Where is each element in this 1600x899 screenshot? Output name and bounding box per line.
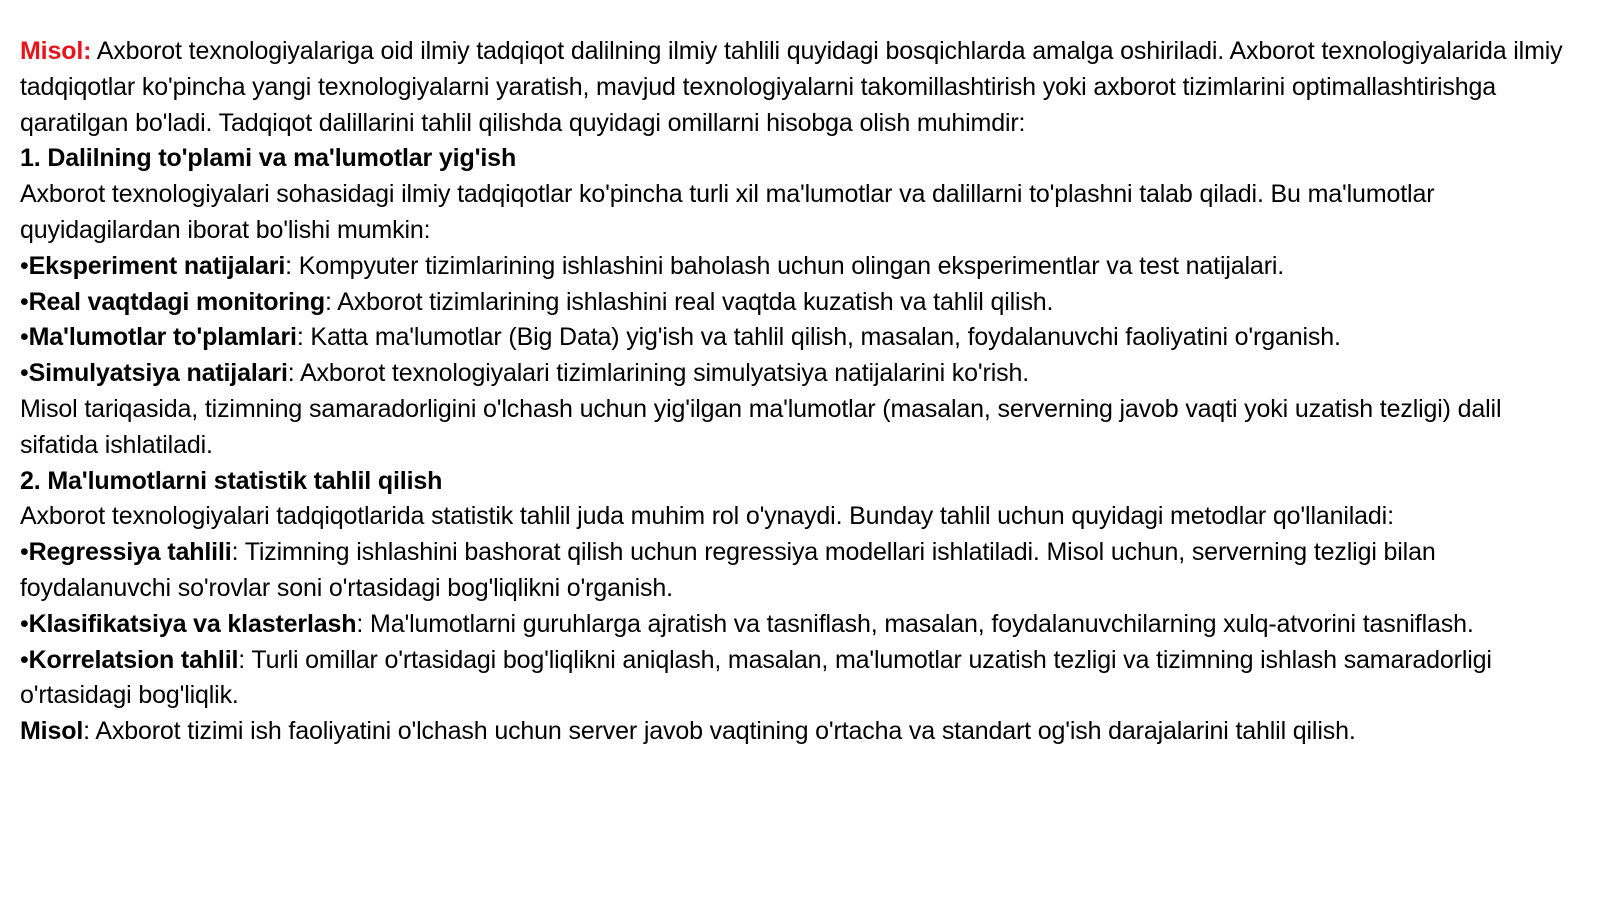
intro-paragraph [20,34,1580,141]
bullet-glyph: • [20,609,29,638]
bullet-item [20,643,1580,715]
intro-text: Axborot texnologiyalariga oid ilmiy tadqiqot dalilning ilmiy tahlili quyidagi bosqichlarda amalga oshiriladi. Axborot texnologiyalarida ilmiy tadqiqotlar ko'pincha yangi texnologiyalarni yaratish, mavjud texnologiyalarni takomillashtirish yoki axborot tizimlarini optimallashtirishga qaratilgan bo'ladi. Tadqiqot dalillarini tahlil qilishda quyidagi omillarni hisobga olish muhimdir: [20,37,1563,137]
bullet-glyph: • [20,645,29,674]
bullet-glyph: • [20,323,29,352]
section1-closing: Misol tariqasida, tizimning samaradorligini o'lchash uchun yig'ilgan ma'lumotlar (masalan, serverning javob vaqti yoki uzatish tezligi) dalil sifatida ishlatiladi. [20,394,1502,459]
bullet-glyph: • [20,251,29,280]
bullet-glyph: • [20,538,29,567]
bullet-item [20,320,1580,356]
section1-heading: 1. Dalilning to'plami va ma'lumotlar yig'ish [20,144,517,173]
bullet-item [20,607,1580,643]
bullet-term: Simulyatsiya natijalari [28,359,288,388]
bullet-item [20,249,1580,285]
bullet-text: : Katta ma'lumotlar (Big Data) yig'ish va tahlil qilish, masalan, foydalanuvchi faoliyatini o'rganish. [296,323,1341,352]
section2-heading: 2. Ma'lumotlarni statistik tahlil qilish [20,466,443,495]
bullet-glyph: • [20,287,29,316]
example-paragraph [20,714,1580,750]
bullet-text: : Kompyuter tizimlarining ishlashini baholash uchun olingan eksperimentlar va test natijalari. [285,251,1285,280]
bullet-text: : Ma'lumotlarni guruhlarga ajratish va tasniflash, masalan, foydalanuvchilarning xulq-atvorini tasniflash. [356,609,1474,638]
bullet-text: : Turli omillar o'rtasidagi bog'liqlikni aniqlash, masalan, ma'lumotlar uzatish tezligi va tizimning ishlash samaradorligi o'rtasidagi bog'liqlik. [20,645,1492,710]
example-label: Misol [20,717,84,746]
section2-text: Axborot texnologiyalari tadqiqotlarida statistik tahlil juda muhim rol o'ynaydi. Bunday tahlil uchun quyidagi metodlar qo'llaniladi: [20,502,1394,531]
bullet-term: Regressiya tahlili [28,538,232,567]
bullet-term: Korrelatsion tahlil [28,645,239,674]
intro-label: Misol: [20,37,92,65]
bullet-text: : Tizimning ishlashini bashorat qilish uchun regressiya modellari ishlatiladi. Misol uchun, serverning tezligi bilan foydalanuvchi so'rovlar soni o'rtasidagi bog'liqlikni o'rganish. [20,538,1436,602]
bullet-item [20,356,1580,392]
bullet-term: Ma'lumotlar to'plamlari [28,323,297,352]
bullet-item [20,285,1580,321]
slide-body [20,34,1580,750]
section1-text: Axborot texnologiyalari sohasidagi ilmiy tadqiqotlar ko'pincha turli xil ma'lumotlar va dalillarni to'plashni talab qiladi. Bu ma'lumotlar quyidagilardan iborat bo'lishi mumkin: [20,180,1435,244]
bullet-glyph: • [20,359,29,388]
bullet-term: Eksperiment natijalari [28,251,286,280]
bullet-text: : Axborot tizimlarining ishlashini real vaqtda kuzatish va tahlil qilish. [325,287,1054,316]
example-text: : Axborot tizimi ish faoliyatini o'lchash uchun server javob vaqtining o'rtacha va standart og'ish darajalarini tahlil qilish. [83,717,1356,746]
bullet-term: Klasifikatsiya va klasterlash [28,609,357,638]
bullet-text: : Axborot texnologiyalari tizimlarining simulyatsiya natijalarini ko'rish. [287,359,1030,388]
bullet-term: Real vaqtdagi monitoring [28,287,326,316]
bullet-item [20,535,1580,607]
